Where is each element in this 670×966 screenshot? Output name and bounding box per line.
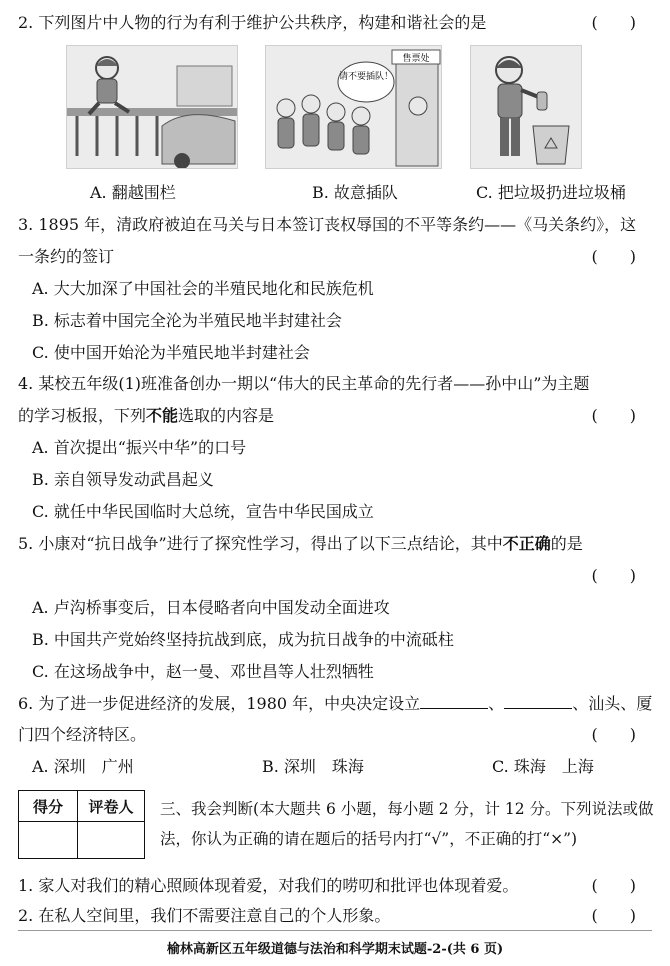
q4-stem-line1: 4. 某校五年级(1)班准备创办一期以“伟大的民主革命的先行者——孙中山”为主题 (18, 374, 590, 393)
q2-option-a: A. 翻越围栏 (90, 183, 176, 202)
q6-option-a: A. 深圳 广州 (32, 757, 134, 776)
score-box (18, 790, 145, 859)
q2-image-a (66, 45, 238, 169)
q5-option-a: A. 卢沟桥事变后，日本侵略者向中国发动全面进攻 (32, 598, 390, 617)
q3-option-a: A. 大大加深了中国社会的半殖民地化和民族危机 (32, 279, 374, 298)
q4-option-a: A. 首次提出“振兴中华”的口号 (32, 438, 247, 457)
q5-option-c: C. 在这场战争中，赵一曼、邓世昌等人壮烈牺牲 (32, 662, 374, 681)
footer-rule (18, 930, 652, 931)
trash-bin-illustration (471, 46, 581, 168)
q6-stem-line2: 门四个经济特区。 (18, 725, 147, 744)
page-footer: 榆林高新区五年级道德与法治和科学期末试题-2-(共 6 页) (166, 942, 504, 957)
q2-option-c: C. 把垃圾扔进垃圾桶 (476, 183, 626, 202)
queue-jumping-illustration (266, 46, 441, 168)
q3-option-b: B. 标志着中国完全沦为半殖民地半封建社会 (32, 311, 342, 330)
judge-2-paren: ( ) (591, 906, 636, 925)
score-cell[interactable] (19, 822, 78, 859)
q6-answer-paren: ( ) (591, 725, 636, 744)
q6-option-c: C. 珠海 上海 (492, 757, 594, 776)
score-label: 得分 (19, 791, 78, 822)
section3-heading-line2: 法，你认为正确的请在题后的括号内打“√”，不正确的打“×”) (160, 830, 578, 848)
grader-label: 评卷人 (78, 791, 145, 822)
q2-image-c (470, 45, 582, 169)
q2-answer-paren: ( ) (591, 13, 636, 32)
q4-option-b: B. 亲自领导发动武昌起义 (32, 470, 214, 489)
q5-emphasis: 不正确 (502, 534, 551, 553)
q2-option-b: B. 故意插队 (312, 183, 398, 202)
q4-stem-line2: 的学习板报，下列不能选取的内容是 (18, 406, 275, 425)
q2-image-b (265, 45, 442, 169)
q5-answer-paren: ( ) (591, 566, 636, 585)
q3-answer-paren: ( ) (591, 247, 636, 266)
fence-climbing-illustration (67, 46, 237, 168)
judge-2: 2. 在私人空间里，我们不需要注意自己的个人形象。 (18, 906, 391, 925)
q4-emphasis: 不能 (146, 406, 179, 425)
q5-option-b: B. 中国共产党始终坚持抗战到底，成为抗日战争的中流砥柱 (32, 630, 454, 649)
q6-blank-2[interactable] (504, 692, 572, 709)
section3-heading-line1: 三、我会判断(本大题共 6 小题，每小题 2 分，计 12 分。下列说法或做 (160, 800, 654, 818)
q6-stem-line1: 6. 为了进一步促进经济的发展，1980 年，中央决定设立 、 、汕头、厦 (18, 694, 653, 713)
judge-1-paren: ( ) (591, 876, 636, 895)
q3-option-c: C. 使中国开始沦为半殖民地半封建社会 (32, 343, 310, 362)
q6-option-b: B. 深圳 珠海 (262, 757, 364, 776)
speech-bubble: 请不要插队！ (338, 72, 394, 82)
grader-cell[interactable] (78, 822, 145, 859)
ticket-office-sign: 售票处 (402, 54, 430, 64)
q5-stem: 5. 小康对“抗日战争”进行了探究性学习，得出了以下三点结论，其中不正确的是 (18, 534, 583, 553)
q2-stem: 2. 下列图片中人物的行为有利于维护公共秩序，构建和谐社会的是 (18, 13, 487, 32)
judge-1: 1. 家人对我们的精心照顾体现着爱，对我们的唠叨和批评也体现着爱。 (18, 876, 519, 895)
q6-blank-1[interactable] (420, 692, 488, 709)
q3-stem-line2: 一条约的签订 (18, 247, 115, 266)
q4-option-c: C. 就任中华民国临时大总统，宣告中华民国成立 (32, 502, 374, 521)
q4-answer-paren: ( ) (591, 406, 636, 425)
q3-stem-line1: 3. 1895 年，清政府被迫在马关与日本签订丧权辱国的不平等条约——《马关条约》，这 (18, 215, 637, 234)
